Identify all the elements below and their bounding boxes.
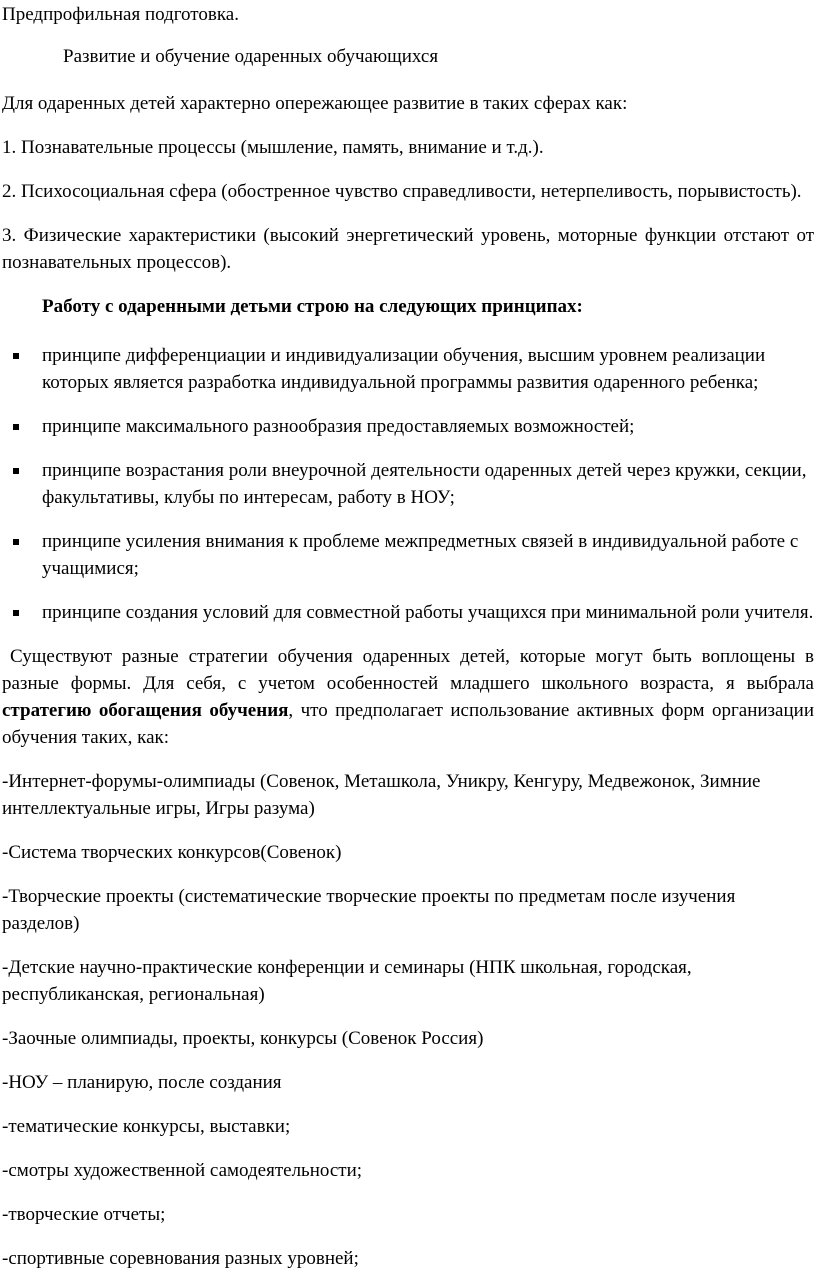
square-bullet-icon [13, 353, 19, 359]
form-item-8: -смотры художественной самодеятельности; [2, 1160, 363, 1181]
form-item-6: -НОУ – планирую, после создания [2, 1072, 282, 1093]
square-bullet-icon [13, 610, 19, 616]
principle-text: принципе усиления внимания к проблеме межпредметных связей в индивидуальной работе с учащимися; [42, 531, 799, 579]
square-bullet-icon [13, 468, 19, 474]
principle-text: принципе максимального разнообразия предоставляемых возможностей; [42, 416, 635, 437]
list-item [2, 342, 814, 396]
principles-heading: Работу с одаренными детьми строю на следующих принципах: [42, 296, 583, 317]
form-item-2: -Система творческих конкурсов(Совенок) [2, 842, 342, 863]
square-bullet-icon [13, 424, 19, 430]
principle-text: принципе создания условий для совместной работы учащихся при минимальной роли учителя. [42, 602, 814, 623]
form-item-5: -Заочные олимпиады, проекты, конкурсы (Совенок Россия) [2, 1028, 484, 1049]
form-item-3: -Творческие проекты (систематические творческие проекты по предметам после изучения разделов) [2, 886, 736, 934]
sphere-item-2: 2. Психосоциальная сфера (обостренное чувство справедливости, нетерпеливость, порывистость). [2, 181, 802, 202]
principle-text: принципе возрастания роли внеурочной деятельности одаренных детей через кружки, секции, факультативы, клубы по интересам, работу в НОУ; [42, 460, 807, 508]
form-item-1: -Интернет-форумы-олимпиады (Совенок, Меташкола, Уникру, Кенгуру, Медвежонок, Зимние интеллектуальные игры, Игры разума) [2, 771, 761, 819]
form-item-4: -Детские научно-практические конференции и семинары (НПК школьная, городская, республиканская, региональная) [2, 957, 692, 1005]
list-item [2, 457, 814, 511]
form-item-7: -тематические конкурсы, выставки; [2, 1116, 291, 1137]
intro-paragraph: Для одаренных детей характерно опережающее развитие в таких сферах как: [2, 93, 628, 114]
list-item [2, 413, 814, 440]
document-title: Предпрофильная подготовка. [2, 4, 239, 25]
sphere-item-1: 1. Познавательные процессы (мышление, память, внимание и т.д.). [2, 137, 544, 158]
list-item [2, 528, 814, 582]
strategy-paragraph [2, 643, 814, 751]
strategy-text-after: , что предполагает использование активных форм организации обучения таких, как: [2, 700, 814, 748]
principles-list [2, 342, 814, 626]
form-item-9: -творческие отчеты; [2, 1204, 166, 1225]
square-bullet-icon [13, 539, 19, 545]
form-item-10: -спортивные соревнования разных уровней; [2, 1248, 359, 1269]
principle-text: принципе дифференциации и индивидуализации обучения, высшим уровнем реализации которых является разработка индивидуальной программы развития одаренного ребенка; [42, 345, 766, 393]
strategy-text-before: Существуют разные стратегии обучения одаренных детей, которые могут быть воплощены в разные формы. Для себя, с учетом особенностей младшего школьного возраста, я выбрала [2, 646, 814, 694]
strategy-bold-term: стратегию обогащения обучения [2, 700, 289, 721]
document-subtitle: Развитие и обучение одаренных обучающихся [63, 46, 439, 67]
sphere-item-3: 3. Физические характеристики (высокий энергетический уровень, моторные функции отстают от познавательных процессов). [2, 225, 814, 273]
list-item [2, 599, 814, 626]
